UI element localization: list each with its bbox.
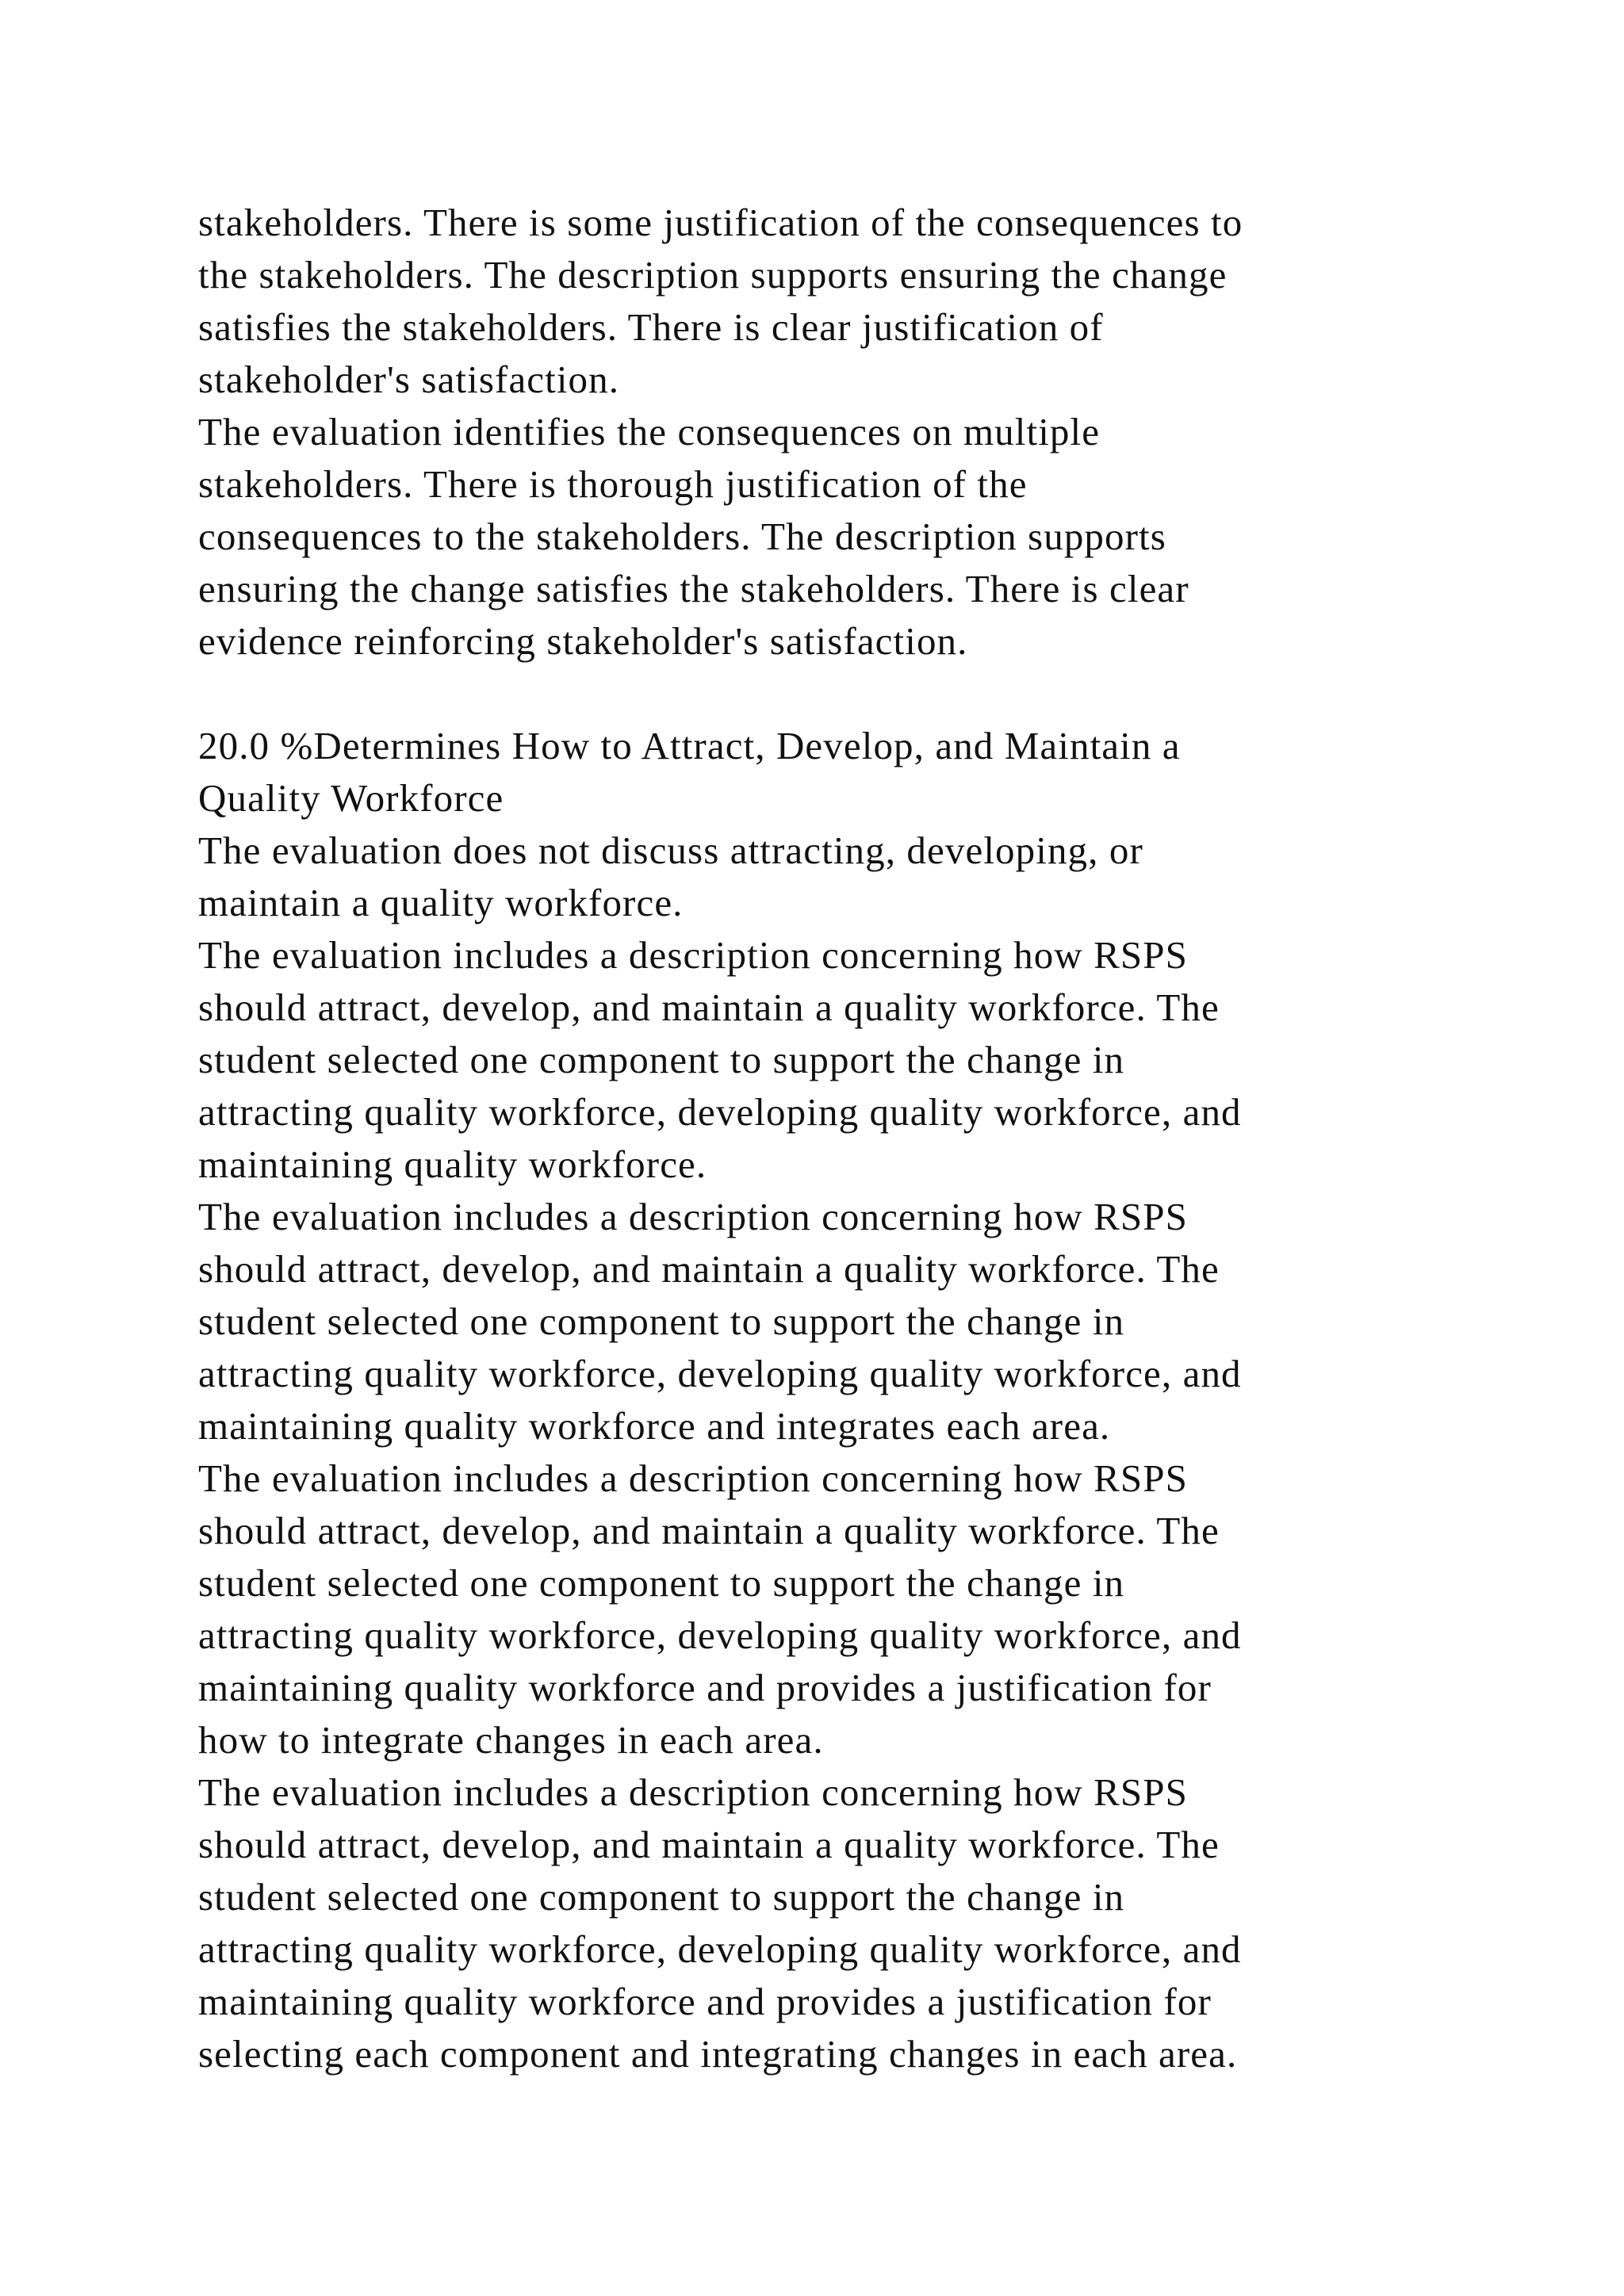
paragraph-justification-integrate <box>198 1452 1562 1766</box>
text-line: attracting quality workforce, developing quality workforce, and <box>198 1613 1242 1657</box>
text-line: consequences to the stakeholders. The description supports <box>198 515 1166 558</box>
document-body <box>198 197 1562 2080</box>
text-line: ensuring the change satisfies the stakeholders. There is clear <box>198 567 1189 610</box>
paragraph-integrates-each-area <box>198 1191 1562 1452</box>
heading-line: 20.0 %Determines How to Attract, Develop, and Maintain a <box>198 724 1181 767</box>
text-line: maintaining quality workforce and provides a justification for <box>198 1980 1212 2023</box>
text-line: stakeholders. There is thorough justification of the <box>198 462 1028 506</box>
text-line: maintaining quality workforce and integrates each area. <box>198 1404 1111 1448</box>
text-line: student selected one component to support the change in <box>198 1875 1125 1919</box>
blank-line <box>198 668 1562 720</box>
section-heading-quality-workforce <box>198 720 1562 825</box>
text-line: The evaluation does not discuss attracting, developing, or <box>198 828 1143 872</box>
text-line: evidence reinforcing stakeholder's satisfaction. <box>198 619 968 663</box>
paragraph-stakeholder-justification <box>198 197 1562 406</box>
text-line: how to integrate changes in each area. <box>198 1718 824 1762</box>
text-line: maintain a quality workforce. <box>198 881 684 924</box>
paragraph-one-component <box>198 929 1562 1191</box>
text-line: student selected one component to support the change in <box>198 1299 1125 1343</box>
text-line: should attract, develop, and maintain a quality workforce. The <box>198 1509 1220 1552</box>
text-line: maintaining quality workforce and provides a justification for <box>198 1666 1212 1709</box>
paragraph-no-discussion <box>198 825 1562 929</box>
text-line: should attract, develop, and maintain a quality workforce. The <box>198 1823 1220 1866</box>
text-line: The evaluation includes a description concerning how RSPS <box>198 1195 1188 1238</box>
text-line: should attract, develop, and maintain a quality workforce. The <box>198 1247 1220 1291</box>
paragraph-justification-selecting <box>198 1766 1562 2080</box>
text-line: the stakeholders. The description supports ensuring the change <box>198 253 1228 297</box>
text-line: The evaluation includes a description concerning how RSPS <box>198 1456 1188 1500</box>
text-line: should attract, develop, and maintain a quality workforce. The <box>198 985 1220 1029</box>
heading-line: Quality Workforce <box>198 776 504 820</box>
paragraph-multiple-stakeholders <box>198 406 1562 668</box>
text-line: The evaluation includes a description concerning how RSPS <box>198 1770 1188 1814</box>
text-line: selecting each component and integrating changes in each area. <box>198 2032 1238 2076</box>
text-line: student selected one component to support the change in <box>198 1561 1125 1605</box>
text-line: attracting quality workforce, developing quality workforce, and <box>198 1352 1242 1395</box>
text-line: student selected one component to support the change in <box>198 1038 1125 1081</box>
text-line: stakeholder's satisfaction. <box>198 358 620 401</box>
text-line: The evaluation identifies the consequences on multiple <box>198 410 1101 453</box>
text-line: attracting quality workforce, developing quality workforce, and <box>198 1927 1242 1971</box>
text-line: stakeholders. There is some justification of the consequences to <box>198 201 1243 244</box>
text-line: satisfies the stakeholders. There is clear justification of <box>198 305 1104 349</box>
text-line: maintaining quality workforce. <box>198 1142 707 1186</box>
text-line: The evaluation includes a description concerning how RSPS <box>198 933 1188 977</box>
text-line: attracting quality workforce, developing quality workforce, and <box>198 1090 1242 1134</box>
